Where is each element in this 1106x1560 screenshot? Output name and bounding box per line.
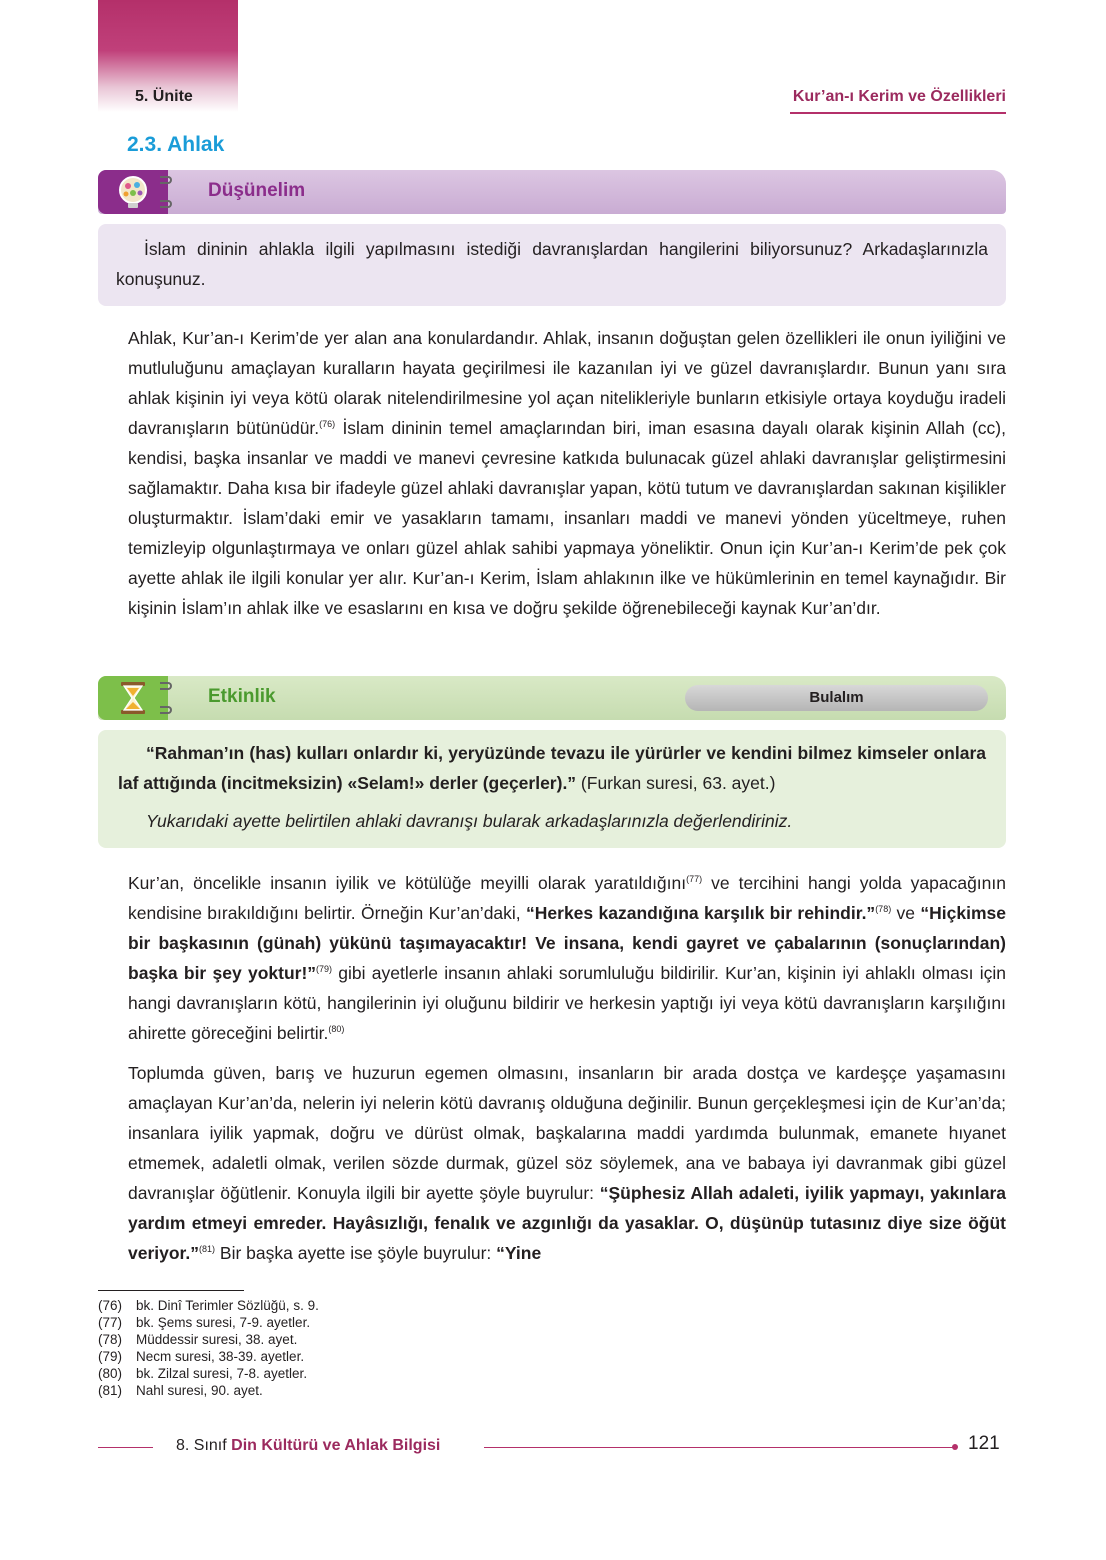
section-title: 2.3. Ahlak bbox=[127, 133, 225, 156]
paragraph-3: Toplumda güven, barış ve huzurun egemen olmasını, insanların bir arada dostça ve kardeşçe yaşamasını amaçlayan Kur’an’da, nelerin iyi nelerin kötü davranış olduğuna değinilir. Bunun gerçekleşmesi için de Kur’an’da; insanlara iyilik yapmak, doğru ve dürüst olmak, başkalarına maddi yardımda bulunmak, emanete hıyanet etmemek, adaletli olmak, verilen sözde durmak, güzel söz söylemek, ana ve babaya iyi davranmak gibi güzel davranışlar öğütlenir. Konuyla ilgili bir ayette şöyle buyrulur: “Şüphesiz Allah adaleti, iyilik yapmayı, yakınlara yardım etmeyi emreder. Hayâsızlığı, fenalık ve azgınlığı da yasaklar. O, düşünüp tutasınız diye size öğüt veriyor.”$^{(81)}$ Bir başka ayette ise şöyle buyrulur: “Yine bbox=[128, 1063, 1006, 1263]
quote-4: “Yine bbox=[496, 1243, 542, 1263]
footnote-item: (79) Necm suresi, 38-39. ayetler. bbox=[98, 1349, 305, 1364]
bulalim-badge: Bulalım bbox=[685, 685, 988, 711]
footnotes bbox=[98, 1297, 319, 1399]
paragraph-1: Ahlak, Kur’an-ı Kerim’de yer alan ana konulardandır. Ahlak, insanın doğuştan gelen özellikleri ile onun iyiliğini ve mutluluğunu amaçlayan kuralların hayata geçirilmesi ile kazanılan iyi ve güzel davranışlardır. Bunun yanı sıra ahlak kişinin iyi veya kötü olarak nitelendirilmesine yol açan nitelikleriyle bunların etkisiyle ortaya koyduğu iradeli davranışların bütünüdür.$^{(76)}$ İslam dininin temel amaçlarından biri, iman esasına dayalı olarak kişinin Allah (cc), kendisi, başka insanlar ve maddi ve manevi çevresine katkıda bulunacak güzel ahlaki davranışlar geliştirmesini sağlamaktır. Daha kısa bir ifadeyle güzel ahlaki davranışlar yapan, kötü tutum ve davranışlardan sakınan kişilikler oluşturmaktır. İslam’daki emir ve yasakların tamamı, insanları maddi ve manevi yönden yüceltmeye, ruhen temizleyip olgunlaştırmaya ve onları güzel ahlak sahibi yapmaya yöneliktir. Onun için Kur’an-ı Kerim’de pek çok ayette ahlak ile ilgili konular yer alır. Kur’an-ı Kerim, İslam ahlakının ilke ve hükümlerinin en temel kaynağıdır. Bir kişinin İslam’ın ahlak ilke ve esaslarını en kısa ve doğru şekilde öğrenebileceği kaynak Kur’an’dır. bbox=[128, 328, 1006, 618]
dusunelim-header bbox=[98, 170, 1006, 214]
quote-2: “Hiçkimse bir başkasının (günah) yükünü taşımayacaktır! Ve insana, kendi gayret ve çabalarının (sonuçlarından) başka bir şey yoktur!” bbox=[128, 903, 1006, 983]
etkinlik-body bbox=[98, 730, 1006, 848]
etkinlik-task: Yukarıdaki ayette belirtilen ahlaki davranışı bularak arkadaşlarınızla değerlendiriniz. bbox=[146, 811, 793, 831]
footnote-item: (78) Müddessir suresi, 38. ayet. bbox=[98, 1332, 298, 1347]
hourglass-icon bbox=[98, 676, 168, 720]
unit-label: 5. Ünite bbox=[135, 88, 193, 105]
dusunelim-body bbox=[98, 224, 1006, 306]
dusunelim-text: İslam dininin ahlakla ilgili yapılmasını istediği davranışlardan hangilerini biliyorsunuz? Arkadaşlarınızla konuşunuz. bbox=[116, 239, 988, 289]
verse-text: “Rahman’ın (has) kulları onlardır ki, yeryüzünde tevazu ile yürürler ve kendini bilmez kimseler onlara laf attığında (incitmeksizin) «Selam!» derler (geçerler).” bbox=[118, 743, 986, 793]
brain-lightbulb-icon bbox=[98, 170, 168, 214]
binder-rings bbox=[160, 176, 176, 208]
footnote-item: (76) bk. Dinî Terimler Sözlüğü, s. 9. bbox=[98, 1298, 319, 1313]
page-number: 121 bbox=[968, 1433, 1000, 1454]
footnote-divider bbox=[98, 1290, 244, 1291]
footer-dot bbox=[952, 1444, 958, 1450]
binder-rings bbox=[160, 682, 176, 714]
chapter-title: Kur’an-ı Kerim ve Özellikleri bbox=[792, 88, 1006, 105]
footnote-ref-78: (78) bbox=[875, 904, 892, 915]
footer-line bbox=[98, 1447, 153, 1448]
footer-book-title: 8. Sınıf Din Kültürü ve Ahlak Bilgisi bbox=[176, 1437, 441, 1454]
etkinlik-header bbox=[98, 676, 1006, 720]
footnote-ref-77: (77) bbox=[686, 874, 703, 885]
verse bbox=[118, 738, 986, 798]
footnote-ref-80: (80) bbox=[328, 1024, 345, 1035]
verse-source: (Furkan suresi, 63. ayet.) bbox=[576, 773, 776, 793]
footnote-ref-79: (79) bbox=[316, 964, 333, 975]
quote-3: “Şüphesiz Allah adaleti, iyilik yapmayı, yakınlara yardım etmeyi emreder. Hayâsızlığı, fenalık ve azgınlığı da yasaklar. O, düşünüp tutasınız diye size öğüt veriyor.” bbox=[128, 1183, 1006, 1263]
footnote-item: (80) bk. Zilzal suresi, 7-8. ayetler. bbox=[98, 1366, 308, 1381]
quote-1: “Herkes kazandığına karşılık bir rehindir.” bbox=[526, 903, 876, 923]
footnote-ref-81: (81) bbox=[199, 1244, 216, 1255]
footnote-ref-76: (76) bbox=[319, 419, 336, 430]
chapter-underline bbox=[790, 112, 1006, 114]
paragraph-2: Kur’an, öncelikle insanın iyilik ve kötülüğe meyilli olarak yaratıldığını$^{(77)}$ ve tercihini hangi yolda yapacağının kendisine bırakıldığını belirtir. Örneğin Kur’an’daki, “Herkes kazandığına karşılık bir rehindir.”$^{(78)}$ ve “Hiçkimse bir başkasının (günah) yükünü taşımayacaktır! Ve insana, kendi gayret ve çabalarının (sonuçlarından) başka bir şey yoktur!”$^{(79)}$ gibi ayetlerle insanın ahlaki sorumluluğu bildirilir. Kur’an, kişinin iyi ahlaklı olması için hangi davranışların kötü, hangilerinin iyi oluğunu bildirir ve herkesin yaptığı iyi veya kötü davranışların karşılığını ahirette göreceğini belirtir.$^{(80)}$ bbox=[128, 873, 1007, 1043]
footnote-item: (81) Nahl suresi, 90. ayet. bbox=[98, 1383, 263, 1398]
footer-line bbox=[484, 1447, 954, 1448]
dusunelim-title: Düşünelim bbox=[208, 180, 306, 201]
etkinlik-title: Etkinlik bbox=[208, 686, 276, 707]
footnote-item: (77) bk. Şems suresi, 7-9. ayetler. bbox=[98, 1315, 311, 1330]
